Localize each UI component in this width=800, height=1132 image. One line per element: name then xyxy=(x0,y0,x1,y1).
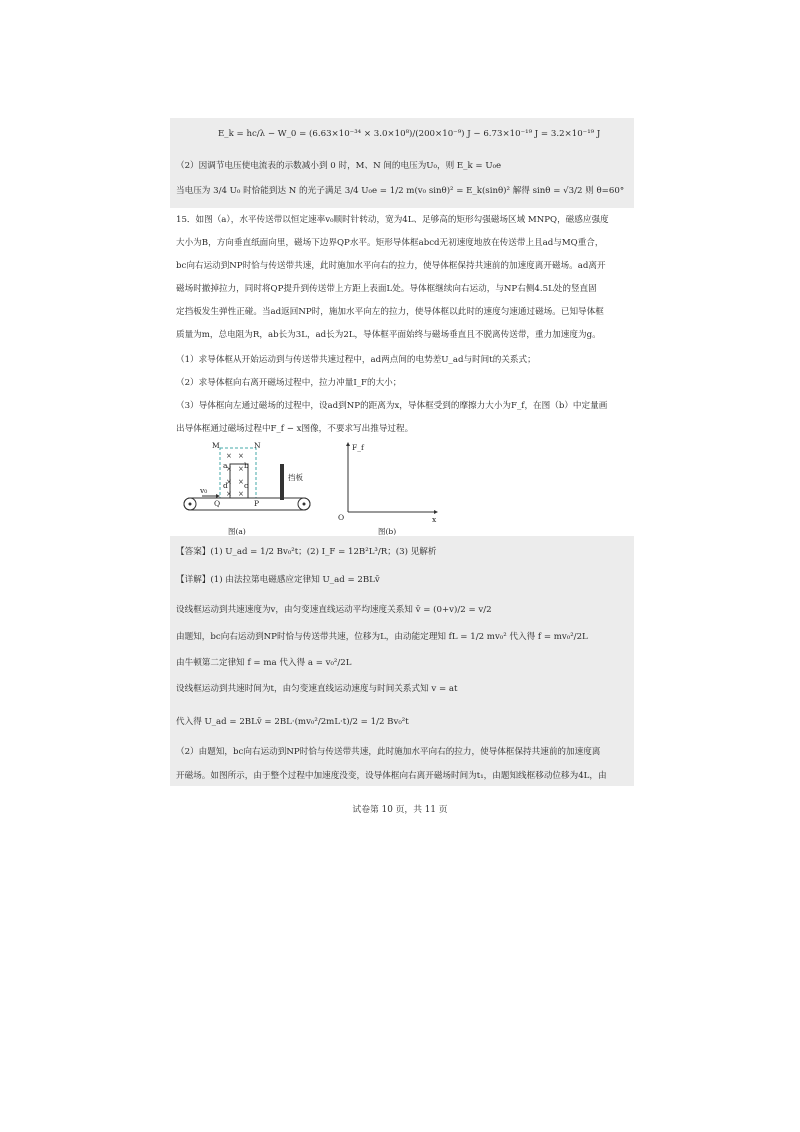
problem-line-6: 质量为m，总电阻为R，ab长为3L，ad长为2L，导体框平面始终与磁场垂直且不脱离传送带，重力加速度为g。 xyxy=(176,330,601,340)
svg-text:×: × xyxy=(238,490,244,498)
solution-step-1: 设线框运动到共速速度为v，由匀变速直线运动平均速度关系知 v̄ = (0+v)/2 = v/2 xyxy=(176,605,492,615)
question-3b: 出导体框通过磁场过程中F_f − x图像，不要求写出推导过程。 xyxy=(176,424,414,434)
page-footer: 试卷第 10 页，共 11 页 xyxy=(352,805,448,815)
solution-step-2: 由题知，bc向右运动到NP时恰与传送带共速，位移为L，由动能定理知 fL = 1/2 mv₀² 代入得 f = mv₀²/2L xyxy=(176,632,588,642)
answer-line: 【答案】(1) U_ad = 1/2 Bv₀²t；(2) I_F = 12B²L³/R；(3) 见解析 xyxy=(176,547,437,557)
svg-text:×: × xyxy=(238,478,244,486)
label-P: P xyxy=(254,499,260,508)
figure-a-diagram xyxy=(168,440,328,540)
solution-step-5: 代入得 U_ad = 2BLv̄ = 2BL·(mv₀²/2mL·t)/2 = 1/2 Bv₀²t xyxy=(176,717,409,727)
problem-line-3: bc向右运动到NP时恰与传送带共速，此时施加水平向右的拉力，使导体框保持共速前的加速度离开磁场。ad离开 xyxy=(176,261,606,271)
label-v0: v₀ xyxy=(200,486,208,495)
svg-text:×: × xyxy=(226,490,232,498)
fig-a-caption: 图(a) xyxy=(228,527,246,536)
figure-b-axes xyxy=(334,440,444,540)
problem-line-1: 15．如图（a），水平传送带以恒定速率v₀顺时针转动，宽为4L、足够高的矩形勾强磁场区域 MNPQ，磁感应强度 xyxy=(176,215,609,225)
label-M: M xyxy=(212,441,220,450)
fig-b-caption: 图(b) xyxy=(378,527,397,536)
label-Q: Q xyxy=(214,499,221,508)
solution-step-6: （2）由题知，bc向右运动到NP时恰与传送带共速，此时施加水平向右的拉力，使导体框保持共速前的加速度离 xyxy=(176,747,601,757)
question-3a: （3）导体框向左通过磁场的过程中，设ad到NP的距离为x，导体框受到的摩擦力大小为F_f，在图（b）中定量画 xyxy=(176,401,608,411)
problem-line-4: 磁场时撤掉拉力，同时将QP提升到传送带上方距上表面L处。导体框继续向右运动，与NP右侧4.5L处的竖直固 xyxy=(176,284,597,294)
svg-text:×: × xyxy=(226,452,232,460)
label-b: b xyxy=(244,461,249,470)
solution-step-7: 开磁场。如图所示，由于整个过程中加速度没变，设导体框向右离开磁场时间为t₁，由题知线框移动位移为4L，由 xyxy=(176,771,607,781)
svg-text:×: × xyxy=(238,465,244,473)
axis-y-label: F_f xyxy=(352,443,364,452)
question-2: （2）求导体框向右离开磁场过程中，拉力冲量I_F的大小； xyxy=(176,378,402,388)
label-baffle: 挡板 xyxy=(288,473,303,482)
ek-formula: E_k = hc/λ − W_0 = (6.63×10⁻³⁴ × 3.0×10⁸)/(200×10⁻⁹) J − 6.73×10⁻¹⁹ J = 3.2×10⁻¹⁹ J xyxy=(218,129,601,139)
solution-step-3: 由牛顿第二定律知 f = ma 代入得 a = v₀²/2L xyxy=(176,658,352,668)
problem-line-5: 定挡板发生弹性正碰。当ad返回NP时，施加水平向左的拉力，使导体框以此时的速度匀速通过磁场。已知导体框 xyxy=(176,307,604,317)
problem-line-2: 大小为B，方向垂直纸面向里，磁场下边界QP水平。矩形导体框abcd无初速度地放在传送带上且ad与MQ重合， xyxy=(176,238,604,248)
svg-text:×: × xyxy=(226,478,232,486)
axis-x-label: x xyxy=(432,515,437,524)
svg-text:×: × xyxy=(238,452,244,460)
label-d: d xyxy=(223,481,228,490)
origin-label: O xyxy=(338,513,345,522)
detail-heading: 【详解】(1) 由法拉第电磁感应定律知 U_ad = 2BLv̄ xyxy=(176,575,380,585)
label-N: N xyxy=(254,441,261,450)
solution-step-4: 设线框运动到共速时间为t，由匀变速直线运动速度与时间关系式知 v = at xyxy=(176,684,458,694)
part2-line2: 当电压为 3/4 U₀ 时恰能到达 N 的光子满足 3/4 U₀e = 1/2 m(v₀ sinθ)² = E_k(sinθ)² 解得 sinθ = √3/2 则 θ=60° xyxy=(176,186,625,196)
label-a: a xyxy=(223,461,228,470)
part2-line1: （2）因调节电压使电流表的示数减小到 0 时，M、N 间的电压为U₀，则 E_k = U₀e xyxy=(176,161,502,171)
label-c: c xyxy=(244,481,249,490)
svg-text:×: × xyxy=(226,465,232,473)
question-1: （1）求导体框从开始运动到与传送带共速过程中，ad两点间的电势差U_ad与时间t的关系式； xyxy=(176,355,536,365)
